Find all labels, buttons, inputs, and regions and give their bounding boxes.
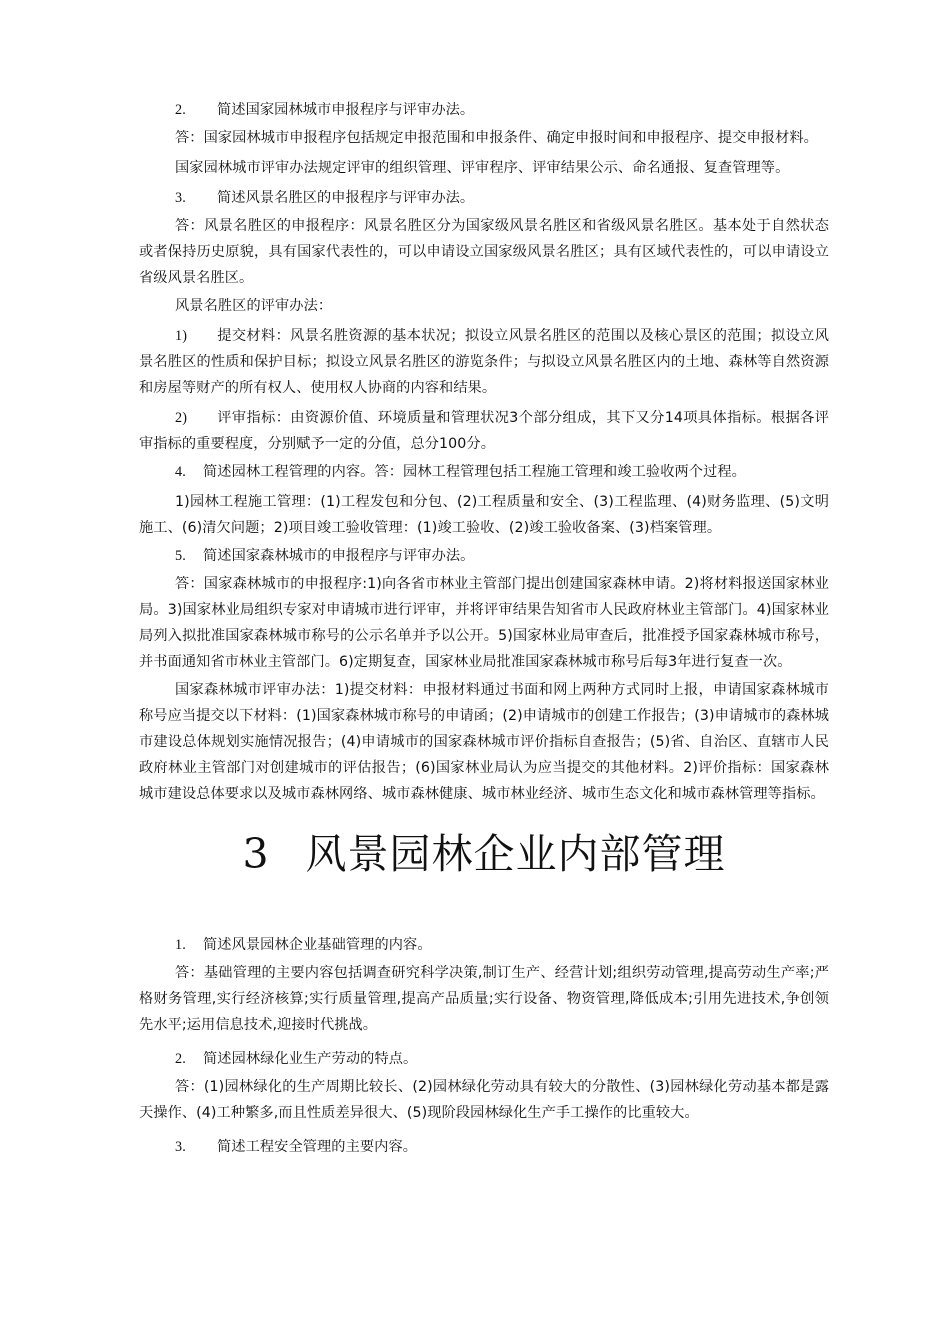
question-number: 4. bbox=[175, 464, 186, 480]
answer-paragraph: 答：国家园林城市申报程序包括规定申报范围和申报条件、确定申报时间和申报程序、提交申报材料。 bbox=[175, 130, 818, 146]
list-number: 2) bbox=[175, 410, 188, 426]
question-number: 2. bbox=[175, 1051, 186, 1067]
chapter-heading bbox=[139, 821, 829, 880]
answer-paragraph: 答：(1)园林绿化的生产周期比较长、(2)园林绿化劳动具有较大的分散性、(3)园林绿化劳动基本都是露天操作、(4)工种繁多,而且性质差异很大、(5)现阶段园林绿化生产手工操作的比重较大。 bbox=[139, 1079, 829, 1121]
paragraph: 1)园林工程施工管理：(1)工程发包和分包、(2)工程质量和安全、(3)工程监理、(4)财务监理、(5)文明施工、(6)清欠问题；2)项目竣工验收管理：(1)竣工验收、(2)竣工验收备案、(3)档案管理。 bbox=[139, 494, 829, 536]
paragraph: 国家森林城市评审办法：1)提交材料：申报材料通过书面和网上两种方式同时上报，申请国家森林城市称号应当提交以下材料：(1)国家森林城市称号的申请函；(2)申请城市的创建工作报告；(3)申请城市的森林城市建设总体规划实施情况报告；(4)申请城市的国家森林城市评价指标自查报告；(5)省、自治区、直辖市人民政府林业主管部门对创建城市的评估报告；(6)国家林业局认为应当提交的其他材料。2)评价指标：国家森林城市建设总体要求以及城市森林网络、城市森林健康、城市林业经济、城市生态文化和城市森林管理等指标。 bbox=[139, 682, 829, 802]
question-text: 简述园林工程管理的内容。答：园林工程管理包括工程施工管理和竣工验收两个过程。 bbox=[203, 464, 746, 480]
question-2 bbox=[139, 97, 829, 123]
question-text: 简述园林绿化业生产劳动的特点。 bbox=[203, 1051, 418, 1067]
question-text: 简述风景园林企业基础管理的内容。 bbox=[203, 937, 432, 953]
chapter-title: 风景园林企业内部管理 bbox=[305, 830, 726, 878]
list-text: 评审指标：由资源价值、环境质量和管理状况3个部分组成，其下又分14项具体指标。根据各评审指标的重要程度，分别赋予一定的分值，总分100分。 bbox=[139, 410, 829, 452]
question-3b bbox=[139, 1134, 829, 1160]
question-text: 简述国家园林城市申报程序与评审办法。 bbox=[217, 102, 475, 118]
answer-paragraph: 答：风景名胜区的申报程序：风景名胜区分为国家级风景名胜区和省级风景名胜区。基本处于自然状态或者保持历史原貌，具有国家代表性的，可以申请设立国家级风景名胜区；具有区域代表性的，可以申请设立省级风景名胜区。 bbox=[139, 218, 829, 286]
question-number: 2. bbox=[175, 102, 186, 118]
paragraph: 风景名胜区的评审办法： bbox=[175, 298, 333, 314]
question-number: 5. bbox=[175, 548, 186, 564]
question-3 bbox=[139, 185, 829, 211]
list-item-1 bbox=[139, 323, 829, 401]
question-text: 简述国家森林城市的申报程序与评审办法。 bbox=[203, 548, 475, 564]
question-number: 1. bbox=[175, 937, 186, 953]
question-4 bbox=[139, 459, 829, 485]
document-page bbox=[139, 97, 829, 1162]
list-text: 提交材料：风景名胜资源的基本状况；拟设立风景名胜区的范围以及核心景区的范围；拟设立风景名胜区的性质和保护目标；拟设立风景名胜区的游览条件；与拟设立风景名胜区内的土地、森林等自然资源和房屋等财产的所有权人、使用权人协商的内容和结果。 bbox=[139, 328, 829, 396]
question-5 bbox=[139, 543, 829, 569]
list-number: 1) bbox=[175, 328, 188, 344]
answer-paragraph: 答：基础管理的主要内容包括调查研究科学决策,制订生产、经营计划;组织劳动管理,提高劳动生产率;严格财务管理,实行经济核算;实行质量管理,提高产品质量;实行设备、物资管理,降低成本;引用先进技术,争创领先水平;运用信息技术,迎接时代挑战。 bbox=[139, 965, 829, 1033]
question-text: 简述风景名胜区的申报程序与评审办法。 bbox=[217, 190, 475, 206]
question-number: 3. bbox=[175, 190, 186, 206]
chapter-number: 3 bbox=[242, 830, 270, 878]
question-text: 简述工程安全管理的主要内容。 bbox=[217, 1139, 418, 1155]
question-1 bbox=[139, 932, 829, 958]
question-2b bbox=[139, 1046, 829, 1072]
paragraph: 国家园林城市评审办法规定评审的组织管理、评审程序、评审结果公示、命名通报、复查管理等。 bbox=[175, 160, 790, 176]
list-item-2 bbox=[139, 405, 829, 457]
question-number: 3. bbox=[175, 1139, 186, 1155]
answer-paragraph: 答：国家森林城市的申报程序:1)向各省市林业主管部门提出创建国家森林申请。2)将材料报送国家林业局。3)国家林业局组织专家对申请城市进行评审，并将评审结果告知省市人民政府林业主管部门。4)国家林业局列入拟批准国家森林城市称号的公示名单并予以公开。5)国家林业局审查后，批准授予国家森林城市称号，并书面通知省市林业主管部门。6)定期复查，国家林业局批准国家森林城市称号后每3年进行复查一次。 bbox=[139, 576, 829, 670]
